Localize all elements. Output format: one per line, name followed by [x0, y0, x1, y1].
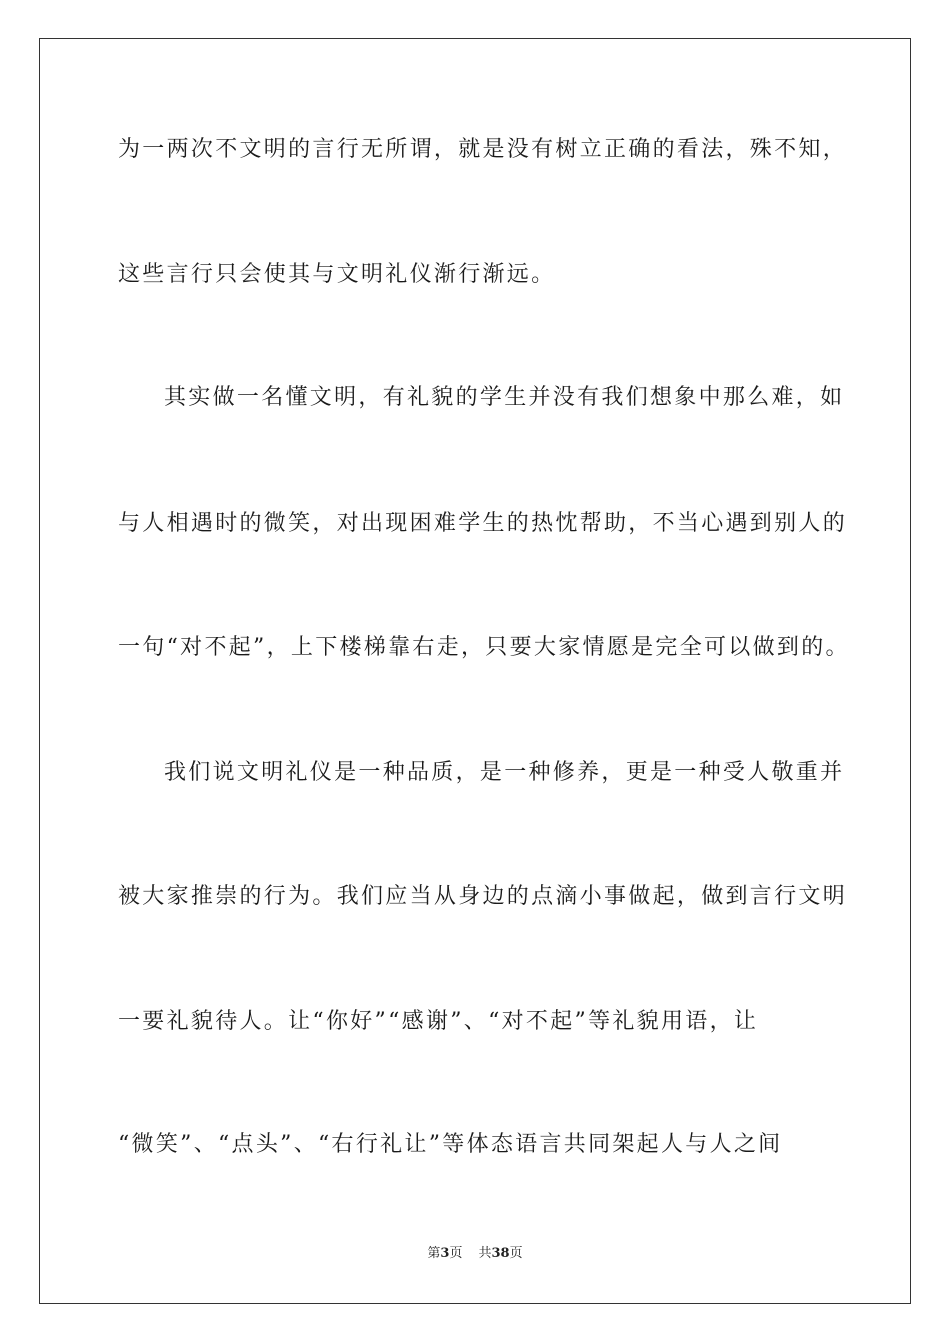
body-line-5: 一句“对不起”，上下楼梯靠右走，只要大家情愿是完全可以做到的。 — [118, 635, 850, 660]
body-line-2: 这些言行只会使其与文明礼仪渐行渐远。 — [118, 262, 556, 287]
footer-page-number: 3 — [440, 1246, 450, 1261]
body-line-1: 为一两次不文明的言行无所谓，就是没有树立正确的看法，殊不知， — [118, 137, 848, 162]
footer-total-prefix: 共 — [478, 1246, 492, 1261]
body-line-8: 一要礼貌待人。让“你好”“感谢”、“对不起”等礼貌用语，让 — [118, 1009, 759, 1034]
footer-total-suffix: 页 — [509, 1246, 523, 1261]
page-border — [39, 38, 911, 1304]
page-footer — [0, 1244, 950, 1264]
footer-page-suffix: 页 — [449, 1246, 463, 1261]
body-line-6-paragraph-start: 我们说文明礼仪是一种品质，是一种修养，更是一种受人敬重并 — [164, 760, 845, 785]
footer-page-prefix: 第 — [427, 1246, 441, 1261]
body-line-7: 被大家推崇的行为。我们应当从身边的点滴小事做起，做到言行文明 — [118, 884, 848, 909]
body-line-4: 与人相遇时的微笑，对出现困难学生的热忱帮助，不当心遇到别人的 — [118, 511, 848, 536]
body-line-9: “微笑”、“点头”、“右行礼让”等体态语言共同架起人与人之间 — [118, 1132, 783, 1157]
body-line-3-paragraph-start: 其实做一名懂文明，有礼貌的学生并没有我们想象中那么难，如 — [164, 385, 845, 410]
footer-total-pages: 38 — [491, 1246, 510, 1261]
